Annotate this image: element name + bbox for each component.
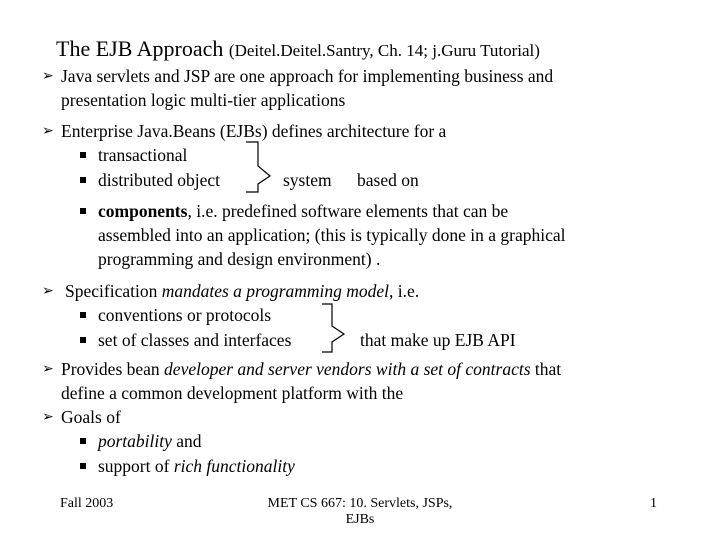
arrow-bullet-icon: ➢	[42, 123, 54, 139]
item-c-line1	[65, 279, 419, 303]
title-subtitle: (Deitel.Deitel.Santry, Ch. 14; j.Guru Tutorial)	[228, 41, 540, 60]
item-c-pre: Specification	[65, 281, 162, 301]
item-b-sub1: transactional	[98, 145, 188, 165]
item-e-sub1	[98, 429, 202, 453]
square-bullet-icon	[80, 312, 86, 318]
item-c-sub1: conventions or protocols	[98, 305, 272, 325]
arrow-bullet-icon: ➢	[42, 283, 54, 299]
square-bullet-icon	[80, 177, 86, 183]
item-d-line2: define a common development platform with the	[61, 383, 404, 403]
item-b-sub2: distributed object	[98, 170, 220, 190]
item-b-sub3-bold: components	[98, 201, 188, 221]
item-c-bracket-text: that make up EJB API	[360, 330, 516, 350]
footer-course-line2: EJBs	[345, 512, 375, 527]
item-b-sub3-line1	[98, 199, 508, 223]
item-e-sub1-italic: portability	[98, 431, 172, 451]
arrow-bullet-icon: ➢	[42, 68, 54, 84]
square-bullet-icon	[80, 208, 86, 214]
item-b-bracket-text1: system	[283, 170, 332, 190]
square-bullet-icon	[80, 438, 86, 444]
square-bullet-icon	[80, 337, 86, 343]
item-e-sub2-italic: rich functionality	[173, 456, 295, 476]
item-e-sub1-post: and	[171, 431, 202, 451]
item-d-line1	[61, 357, 561, 381]
item-d-pre: Provides bean	[61, 359, 165, 379]
footer-date: Fall 2003	[60, 496, 114, 511]
brace-icon	[318, 302, 358, 354]
slide-title	[56, 36, 540, 62]
brace-icon	[240, 140, 280, 194]
item-d-post: that	[530, 359, 562, 379]
item-a-line2: presentation logic multi-tier applications	[61, 90, 346, 110]
item-e-line1: Goals of	[61, 407, 121, 427]
item-c-post: , i.e.	[389, 281, 420, 301]
item-d-italic: developer and server vendors with a set of contracts	[164, 359, 531, 379]
square-bullet-icon	[80, 152, 86, 158]
item-b-sub3-line2: assembled into an application; (this is typically done in a graphical	[98, 225, 566, 245]
item-b-sub3-rest: , i.e. predefined software elements that can be	[187, 201, 509, 221]
item-b-sub3-line3: programming and design environment) .	[98, 249, 381, 269]
item-c-sub2: set of classes and interfaces	[98, 330, 292, 350]
square-bullet-icon	[80, 463, 86, 469]
title-main: The EJB Approach	[56, 36, 224, 61]
item-b-line1: Enterprise Java.Beans (EJBs) defines architecture for a	[61, 121, 447, 141]
footer-page-number: 1	[650, 496, 657, 511]
footer-course-line1: MET CS 667: 10. Servlets, JSPs,	[267, 496, 453, 511]
footer-course	[255, 496, 465, 528]
arrow-bullet-icon: ➢	[42, 361, 54, 377]
item-c-italic: mandates a programming model	[161, 281, 390, 301]
item-b-bracket-text2: based on	[357, 170, 419, 190]
item-e-sub2	[98, 454, 295, 478]
item-a-line1: Java servlets and JSP are one approach for implementing business and	[61, 66, 554, 86]
item-e-sub2-pre: support of	[98, 456, 174, 476]
arrow-bullet-icon: ➢	[42, 409, 54, 425]
